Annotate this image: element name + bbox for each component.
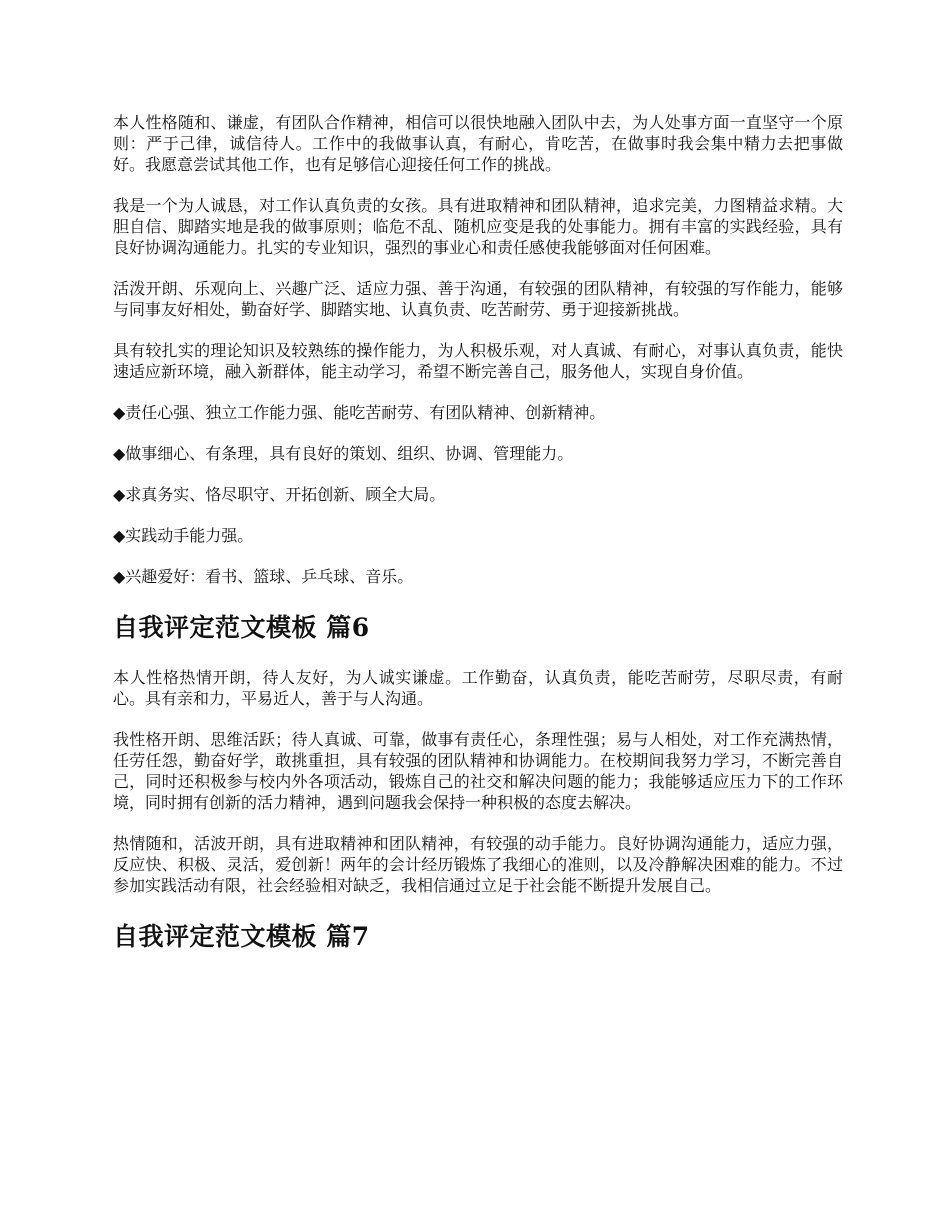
section-heading: 自我评定范文模板 篇6	[113, 613, 370, 642]
bullet-item: ◆责任心强、独立工作能力强、能吃苦耐劳、有团队精神、创新精神。	[113, 403, 606, 422]
bullet-item: ◆做事细心、有条理，具有良好的策划、组织、协调、管理能力。	[113, 444, 574, 463]
paragraph: 具有较扎实的理论知识及较熟练的操作能力，为人积极乐观，对人真诚、有耐心，对事认真负责，能快速适应新环境，融入新群体，能主动学习，希望不断完善自己，服务他人，实现自身价值。	[113, 341, 843, 381]
bullet-item: ◆兴趣爱好：看书、篮球、乒乓球、音乐。	[113, 567, 414, 586]
paragraph: 活泼开朗、乐观向上、兴趣广泛、适应力强、善于沟通，有较强的团队精神，有较强的写作能力，能够与同事友好相处，勤奋好学、脚踏实地、认真负责、吃苦耐劳、勇于迎接新挑战。	[113, 279, 843, 319]
section-heading: 自我评定范文模板 篇7	[113, 922, 370, 951]
bullet-item: ◆求真务实、恪尽职守、开拓创新、顾全大局。	[113, 485, 446, 504]
paragraph: 我是一个为人诚恳，对工作认真负责的女孩。具有进取精神和团队精神，追求完美，力图精益求精。大胆自信、脚踏实地是我的做事原则；临危不乱、随机应变是我的处事能力。拥有丰富的实践经验，具有良好协调沟通能力。扎实的专业知识，强烈的事业心和责任感使我能够面对任何困难。	[113, 196, 843, 257]
document-page	[113, 112, 843, 976]
paragraph: 本人性格随和、谦虚，有团队合作精神，相信可以很快地融入团队中去，为人处事方面一直坚守一个原则：严于己律，诚信待人。工作中的我做事认真，有耐心，肯吃苦，在做事时我会集中精力去把事做好。我愿意尝试其他工作，也有足够信心迎接任何工作的挑战。	[113, 113, 843, 174]
paragraph: 热情随和，活波开朗，具有进取精神和团队精神，有较强的动手能力。良好协调沟通能力，适应力强，反应快、积极、灵活，爱创新！两年的会计经历锻炼了我细心的准则，以及冷静解决困难的能力。不过参加实践活动有限，社会经验相对缺乏，我相信通过立足于社会能不断提升发展自己。	[113, 834, 843, 895]
paragraph: 本人性格热情开朗，待人友好，为人诚实谦虚。工作勤奋，认真负责，能吃苦耐劳，尽职尽责，有耐心。具有亲和力，平易近人，善于与人沟通。	[113, 668, 843, 708]
paragraph: 我性格开朗、思维活跃；待人真诚、可靠，做事有责任心，条理性强；易与人相处，对工作充满热情，任劳任怨，勤奋好学，敢挑重担，具有较强的团队精神和协调能力。在校期间我努力学习，不断完善自己，同时还积极参与校内外各项活动，锻炼自己的社交和解决问题的能力；我能够适应压力下的工作环境，同时拥有创新的活力精神，遇到问题我会保持一种积极的态度去解决。	[113, 730, 843, 812]
bullet-item: ◆实践动手能力强。	[113, 526, 254, 545]
